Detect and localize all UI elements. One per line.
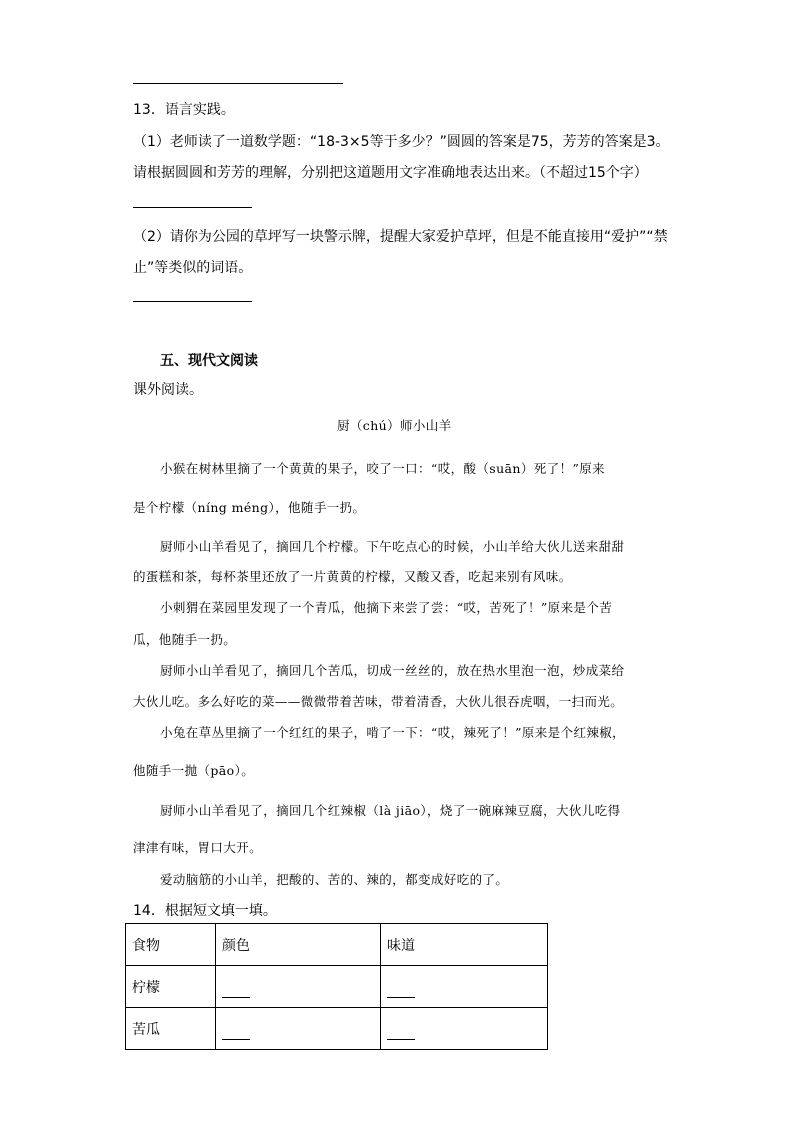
answer-blank[interactable] — [387, 983, 415, 998]
color-cell[interactable] — [216, 966, 381, 1008]
story-line: 厨师小山羊看见了，摘回几个红辣椒（là jiāo），烧了一碗麻辣豆腐，大伙儿吃得 — [160, 803, 621, 818]
q13-part2-answer-line[interactable] — [133, 301, 252, 302]
story-line: 他随手一抛（pāo）。 — [133, 763, 255, 778]
story-line: 津津有味，胃口大开。 — [133, 840, 263, 855]
header-food: 食物 — [126, 924, 216, 966]
q13-part1-answer-line[interactable] — [133, 207, 252, 208]
section-subheading: 课外阅读。 — [133, 382, 203, 398]
answer-line-top — [133, 83, 343, 84]
story-line: 的蛋糕和茶，每杯茶里还放了一片黄黄的柠檬，又酸又香，吃起来别有风味。 — [133, 569, 572, 584]
q13-part2-line2: 止”等类似的词语。 — [133, 260, 253, 276]
taste-cell[interactable] — [381, 966, 548, 1008]
taste-cell[interactable] — [381, 1008, 548, 1050]
answer-blank[interactable] — [222, 1025, 250, 1040]
story-line: 小刺猬在菜园里发现了一个青瓜，他摘下来尝了尝：“哎，苦死了！”原来是个苦 — [160, 600, 613, 615]
story-line: 爱动脑筋的小山羊，把酸的、苦的、辣的，都变成好吃的了。 — [160, 872, 509, 887]
story-line: 小猴在树林里摘了一个黄黄的果子，咬了一口：“哎，酸（suān）死了！”原来 — [160, 461, 606, 476]
q13-part2-line1: （2）请你为公园的草坪写一块警示牌，提醒大家爱护草坪，但是不能直接用“爱护”“禁 — [133, 229, 668, 245]
table-header-row — [126, 924, 548, 966]
q13-part1-line1: （1）老师读了一道数学题：“18-3×5等于多少？”圆圆的答案是75，芳芳的答案是3。 — [133, 134, 670, 150]
q13-part1-line2: 请根据圆圆和芳芳的理解，分别把这道题用文字准确地表达出来。（不超过15个字） — [133, 165, 648, 181]
section-heading: 五、现代文阅读 — [160, 353, 258, 369]
food-cell: 柠檬 — [126, 966, 216, 1008]
story-line: 厨师小山羊看见了，摘回几个苦瓜，切成一丝丝的，放在热水里泡一泡，炒成菜给 — [160, 663, 625, 678]
q13-title: 13．语言实践。 — [133, 102, 235, 118]
story-line: 大伙儿吃。多么好吃的菜——微微带着苦味，带着清香，大伙儿很吞虎咽，一扫而光。 — [133, 694, 624, 709]
header-taste: 味道 — [381, 924, 548, 966]
header-color: 颜色 — [216, 924, 381, 966]
q14-table — [125, 923, 548, 1050]
story-title: 厨（chú）师小山羊 — [337, 418, 452, 433]
story-line: 是个柠檬（níng méng），他随手一扔。 — [133, 500, 366, 515]
answer-blank[interactable] — [387, 1025, 415, 1040]
color-cell[interactable] — [216, 1008, 381, 1050]
table-row — [126, 1008, 548, 1050]
story-line: 瓜，他随手一扔。 — [133, 632, 237, 647]
story-line: 小兔在草丛里摘了一个红红的果子，啃了一下：“哎，辣死了！”原来是个红辣椒， — [160, 725, 626, 740]
food-cell: 苦瓜 — [126, 1008, 216, 1050]
table-row — [126, 966, 548, 1008]
story-line: 厨师小山羊看见了，摘回几个柠檬。下午吃点心的时候，小山羊给大伙儿送来甜甜 — [160, 539, 625, 554]
q14-title: 14．根据短文填一填。 — [133, 903, 277, 919]
answer-blank[interactable] — [222, 983, 250, 998]
